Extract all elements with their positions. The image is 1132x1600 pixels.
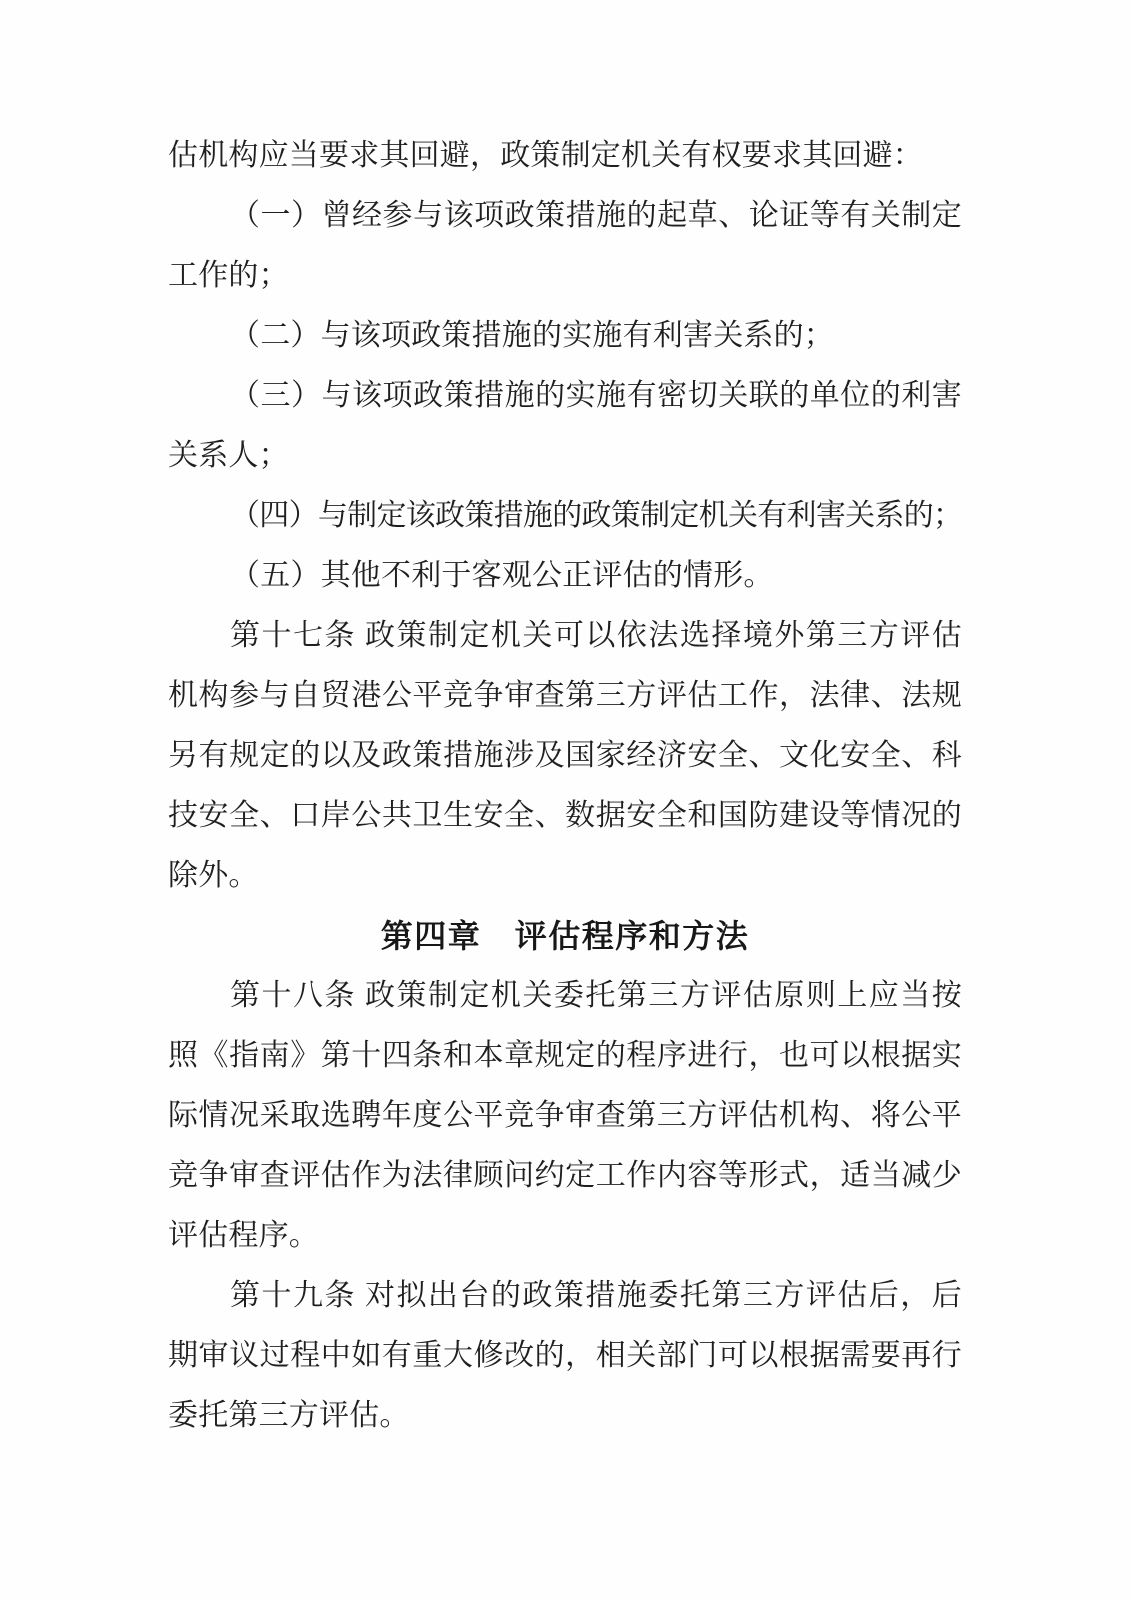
- doc-line-item-4: （四）与制定该政策措施的政策制定机关有利害关系的；: [230, 499, 962, 532]
- chapter-heading: 第四章 评估程序和方法: [380, 918, 750, 954]
- doc-line: 评估程序。: [168, 1219, 319, 1252]
- doc-line: 估机构应当要求其回避，政策制定机关有权要求其回避：: [168, 139, 923, 172]
- document-body: [168, 126, 962, 1446]
- doc-line: 际情况采取选聘年度公平竞争审查第三方评估机构、将公平: [168, 1099, 962, 1132]
- doc-line: 另有规定的以及政策措施涉及国家经济安全、文化安全、科: [168, 739, 962, 772]
- doc-line-article-17: 第十七条 政策制定机关可以依法选择境外第三方评估: [230, 619, 962, 652]
- doc-line: 竞争审查评估作为法律顾问约定工作内容等形式，适当减少: [168, 1159, 962, 1192]
- doc-line-article-19: 第十九条 对拟出台的政策措施委托第三方评估后，后: [230, 1279, 962, 1312]
- doc-line-item-5: （五）其他不利于客观公正评估的情形。: [230, 559, 774, 592]
- doc-line: 照《指南》第十四条和本章规定的程序进行，也可以根据实: [168, 1039, 962, 1072]
- doc-line: 除外。: [168, 859, 259, 892]
- doc-line: 机构参与自贸港公平竞争审查第三方评估工作，法律、法规: [168, 679, 962, 712]
- doc-line: 期审议过程中如有重大修改的，相关部门可以根据需要再行: [168, 1339, 962, 1372]
- doc-line: 关系人；: [168, 439, 289, 472]
- doc-line: 委托第三方评估。: [168, 1399, 410, 1432]
- doc-line: 工作的；: [168, 259, 289, 292]
- doc-line: 技安全、口岸公共卫生安全、数据安全和国防建设等情况的: [168, 799, 962, 832]
- doc-line-article-18: 第十八条 政策制定机关委托第三方评估原则上应当按: [230, 979, 962, 1012]
- doc-line-item-1: （一）曾经参与该项政策措施的起草、论证等有关制定: [230, 199, 962, 232]
- doc-line-item-3: （三）与该项政策措施的实施有密切关联的单位的利害: [230, 379, 962, 412]
- doc-line-item-2: （二）与该项政策措施的实施有利害关系的；: [230, 319, 834, 352]
